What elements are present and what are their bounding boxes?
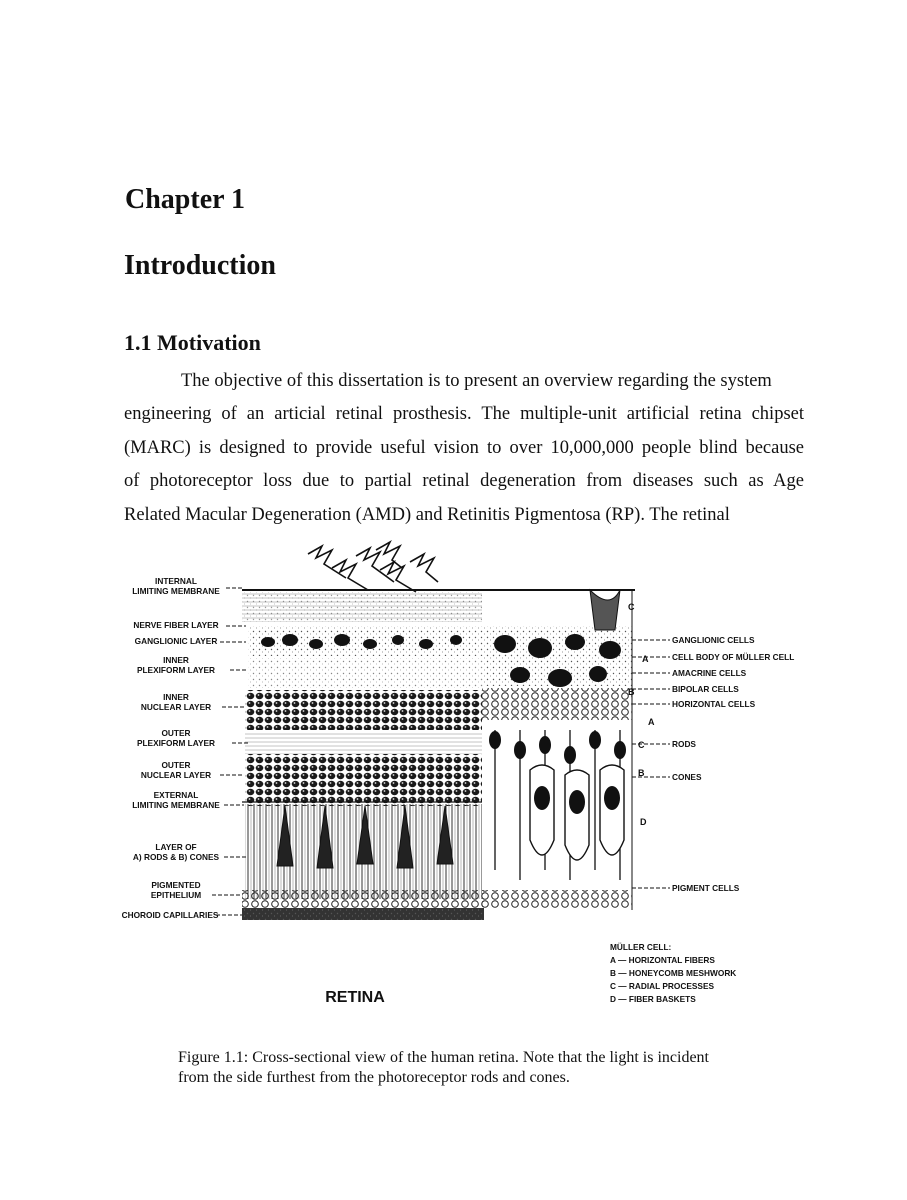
figure-letter: C [628, 602, 635, 612]
body-paragraph [124, 365, 804, 532]
caption-line: Figure 1.1: Cross-sectional view of the human retina. Note that the light is incident [178, 1049, 709, 1066]
label-pigmented-epithelium: EPITHELIUM [150, 890, 202, 900]
label-inner-plexiform-layer: INNER [163, 655, 189, 665]
label-outer-nuclear-layer: NUCLEAR LAYER [140, 770, 212, 780]
label-pigmented-epithelium: PIGMENTED [151, 880, 201, 890]
label-external-limiting-membrane: LIMITING MEMBRANE [132, 800, 220, 810]
label-muller-cell-body: CELL BODY OF MÜLLER CELL [672, 652, 795, 662]
paragraph-line: (MARC) is designed to provide useful vision to over 10,000,000 people blind because [124, 437, 804, 458]
legend-item: C — RADIAL PROCESSES [610, 981, 715, 991]
retina-figure [120, 540, 800, 1020]
label-amacrine-cells: AMACRINE CELLS [672, 668, 747, 678]
chapter-number: Chapter 1 [125, 184, 246, 215]
legend-heading: MÜLLER CELL: [610, 942, 672, 952]
label-bipolar-cells: BIPOLAR CELLS [672, 684, 739, 694]
label-pigment-cells: PIGMENT CELLS [672, 883, 740, 893]
label-nerve-fiber-layer: NERVE FIBER LAYER [133, 620, 219, 630]
label-external-limiting-membrane: EXTERNAL [153, 790, 199, 800]
figure-caption [178, 1048, 800, 1088]
retina-cross-section [242, 590, 635, 920]
label-choroid-capillaries: CHOROID CAPILLARIES [121, 910, 219, 920]
legend-item: D — FIBER BASKETS [610, 994, 696, 1004]
label-rods-cones-layer: LAYER OF [155, 842, 197, 852]
label-ganglionic-cells: GANGLIONIC CELLS [672, 635, 755, 645]
figure-title: RETINA [325, 989, 385, 1006]
chapter-title: Introduction [124, 250, 276, 281]
label-rods-cones-layer: A) RODS & B) CONES [132, 852, 220, 862]
label-ganglionic-layer: GANGLIONIC LAYER [134, 636, 218, 646]
figure-letter: A [648, 717, 655, 727]
label-outer-plexiform-layer: PLEXIFORM LAYER [136, 738, 216, 748]
paragraph-line: Related Macular Degeneration (AMD) and Retinitis Pigmentosa (RP). The retinal [124, 504, 730, 525]
figure-letter: A [642, 654, 649, 664]
paragraph-line: The objective of this dissertation is to present an overview regarding the system [181, 371, 772, 391]
label-cones: CONES [672, 772, 702, 782]
legend-item: B — HONEYCOMB MESHWORK [610, 968, 737, 978]
legend-item: A — HORIZONTAL FIBERS [610, 955, 715, 965]
label-internal-limiting-membrane: LIMITING MEMBRANE [132, 586, 220, 596]
label-inner-nuclear-layer: NUCLEAR LAYER [140, 702, 212, 712]
caption-line: from the side furthest from the photoreceptor rods and cones. [178, 1069, 570, 1086]
label-horizontal-cells: HORIZONTAL CELLS [672, 699, 756, 709]
label-inner-plexiform-layer: PLEXIFORM LAYER [136, 665, 216, 675]
figure-letter: B [638, 768, 645, 778]
paragraph-line: of photoreceptor loss due to partial retinal degeneration from diseases such as Age [124, 471, 804, 492]
label-rods: RODS [672, 739, 696, 749]
label-outer-plexiform-layer: OUTER [161, 728, 191, 738]
paragraph-line: engineering of an articial retinal prosthesis. The multiple-unit artificial retina chipset [124, 404, 804, 425]
label-outer-nuclear-layer: OUTER [161, 760, 191, 770]
section-heading: 1.1 Motivation [124, 330, 261, 355]
figure-letter: D [640, 817, 647, 827]
figure-letter: C [638, 740, 645, 750]
label-internal-limiting-membrane: INTERNAL [155, 576, 197, 586]
light-ray-icon [308, 542, 438, 592]
retina-diagram [120, 540, 800, 1020]
figure-letter: B [628, 687, 635, 697]
label-inner-nuclear-layer: INNER [163, 692, 189, 702]
